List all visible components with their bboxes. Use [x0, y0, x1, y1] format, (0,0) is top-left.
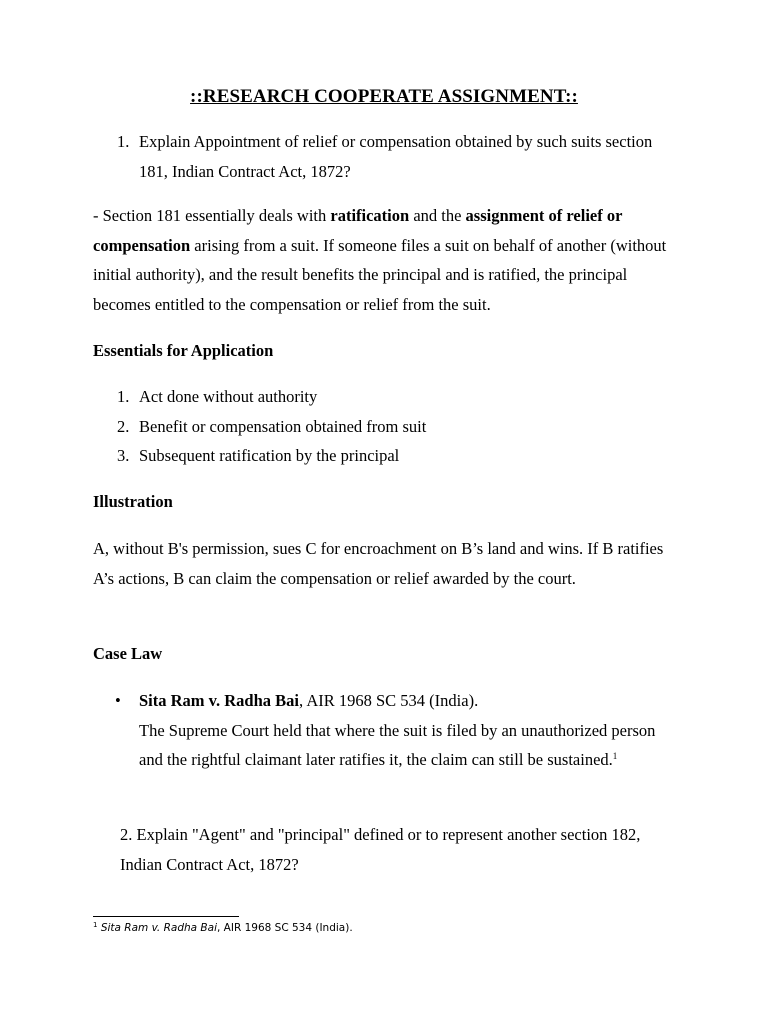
footnote-reference[interactable]: 1 [612, 751, 618, 762]
list-item [93, 127, 683, 186]
list-number: 3. [117, 446, 130, 466]
page-title: ::RESEARCH COOPERATE ASSIGNMENT:: [190, 86, 578, 107]
list-item-text: Benefit or compensation obtained from suit [139, 416, 427, 436]
case-name: Sita Ram v. Radha Bai [139, 691, 299, 710]
footnote-divider [93, 916, 239, 917]
answer-text: - Section 181 essentially deals with [93, 206, 331, 225]
illustration-paragraph: A, without B's permission, sues C for encroachment on B’s land and wins. If B ratifies A’s actions, B can claim the compensation or relief awarded by the court. [93, 539, 664, 588]
bullet-icon: • [115, 691, 121, 710]
essentials-heading: Essentials for Application [93, 341, 274, 360]
list-number: 1. [117, 132, 130, 151]
answer-1-paragraph [93, 201, 683, 319]
question-1-text: Explain Appointment of relief or compensation obtained by such suits section 181, Indian Contract Act, 1872? [139, 132, 653, 181]
footnote-case-name: Sita Ram v. Radha Bai [100, 922, 217, 934]
case-law-heading: Case Law [93, 644, 163, 663]
list-number: 2. [117, 416, 130, 436]
footnote [93, 922, 353, 934]
answer-text: arising from a suit. If someone files a suit on behalf of another (without initial authority), and the result benefits the principal and is ratified, the principal becomes entitled to the compensation or relief from the suit. [93, 235, 667, 314]
case-holding: The Supreme Court held that where the suit is filed by an unauthorized person and the rightful claimant later ratifies it, the claim can still be sustained. [139, 720, 656, 770]
illustration-heading: Illustration [93, 492, 173, 511]
footnote-number: 1 [93, 921, 98, 929]
list-item [93, 412, 683, 442]
question-1 [93, 127, 683, 186]
answer-bold-term: assignment of relief or compensation [93, 206, 623, 255]
list-item [93, 441, 683, 471]
case-law-item [93, 686, 683, 775]
essentials-list [93, 382, 683, 471]
list-item-text: Subsequent ratification by the principal [139, 446, 400, 466]
answer-bold-term: ratification [330, 206, 410, 225]
list-number: 1. [117, 387, 130, 406]
list-item [93, 382, 683, 412]
list-item-text: Act done without authority [139, 387, 318, 406]
footnote-citation: , AIR 1968 SC 534 (India). [217, 922, 353, 934]
question-2: 2. Explain "Agent" and "principal" defined or to represent another section 182, Indian Contract Act, 1872? [120, 825, 641, 874]
case-citation: , AIR 1968 SC 534 (India). [299, 691, 479, 710]
answer-text: and the [409, 206, 466, 225]
